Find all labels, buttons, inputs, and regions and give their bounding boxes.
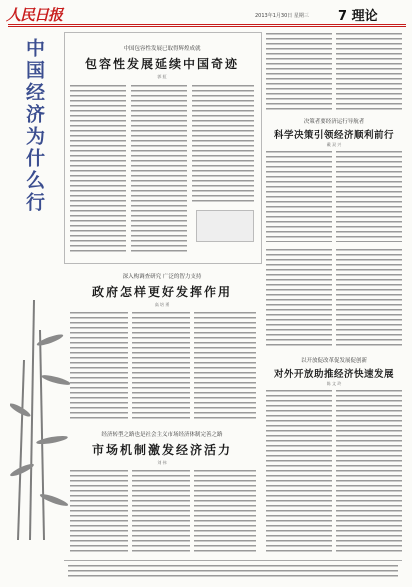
article-2-kicker: 决策者要经济运行导航者 xyxy=(303,119,365,125)
article-5-kicker: 经济转型之路也是社会主义市场经济体制完善之路 xyxy=(101,432,223,438)
section-name: 理论 xyxy=(351,9,378,24)
article-2-preface-col-1 xyxy=(266,32,332,112)
dateline: 2013年1月30日 星期三 xyxy=(255,13,309,19)
page-label xyxy=(338,5,378,24)
article-1-illustration xyxy=(196,210,254,242)
article-5-byline: 刘 伟 xyxy=(157,460,167,465)
article-1-headline: 包容性发展延续中国奇迹 xyxy=(84,57,239,71)
article-3-kicker: 深入构调查研究 广泛的智力支持 xyxy=(122,274,202,280)
article-5-text-col-2 xyxy=(132,469,190,555)
editor-note-text xyxy=(68,564,398,580)
article-3-text-col-3 xyxy=(194,311,256,419)
article-4-headline: 对外开放助推经济快速发展 xyxy=(273,369,394,380)
article-4-preface-col-2 xyxy=(336,248,402,348)
article-2-preface-col-2 xyxy=(336,32,402,112)
editor-note-box xyxy=(64,560,402,583)
article-3-text-col-2 xyxy=(132,311,190,419)
article-5-headline: 市场机制激发经济活力 xyxy=(91,443,232,457)
article-2-byline: 戴 双 兴 xyxy=(326,142,342,147)
article-4-text-col-1 xyxy=(266,389,332,555)
page-number: 7 xyxy=(338,9,348,24)
article-3-headline: 政府怎样更好发挥作用 xyxy=(91,285,232,299)
article-4-text-col-2 xyxy=(336,389,402,555)
article-2-text-col-1 xyxy=(266,150,332,242)
article-1-text-col-2 xyxy=(131,84,187,254)
article-2-text-col-2 xyxy=(336,150,402,242)
article-4-kicker: 以开放促改革促发展促创新 xyxy=(300,358,367,364)
article-3-byline: 高 培 勇 xyxy=(154,302,170,307)
article-1-text-col-3 xyxy=(192,84,254,204)
masthead-rule xyxy=(8,24,406,25)
masthead-rule-2 xyxy=(8,26,406,27)
article-5-text-col-1 xyxy=(70,469,128,555)
article-1-kicker: 中国包容性发展已取得辉煌成就 xyxy=(123,46,201,52)
bamboo-illustration xyxy=(10,300,70,540)
article-4-byline: 陈 文 玲 xyxy=(326,381,342,386)
article-1-byline: 郭 虹 xyxy=(157,74,167,79)
article-5-text-col-3 xyxy=(194,469,256,555)
newspaper-logo: 人民日报 xyxy=(6,6,63,24)
article-2-headline: 科学决策引领经济顺利前行 xyxy=(273,130,394,141)
column-title: 中国经济为什么行 xyxy=(23,38,45,214)
article-1-text-col-1 xyxy=(70,84,126,254)
article-4-preface-col-1 xyxy=(266,248,332,348)
article-3-text-col-1 xyxy=(70,311,128,419)
